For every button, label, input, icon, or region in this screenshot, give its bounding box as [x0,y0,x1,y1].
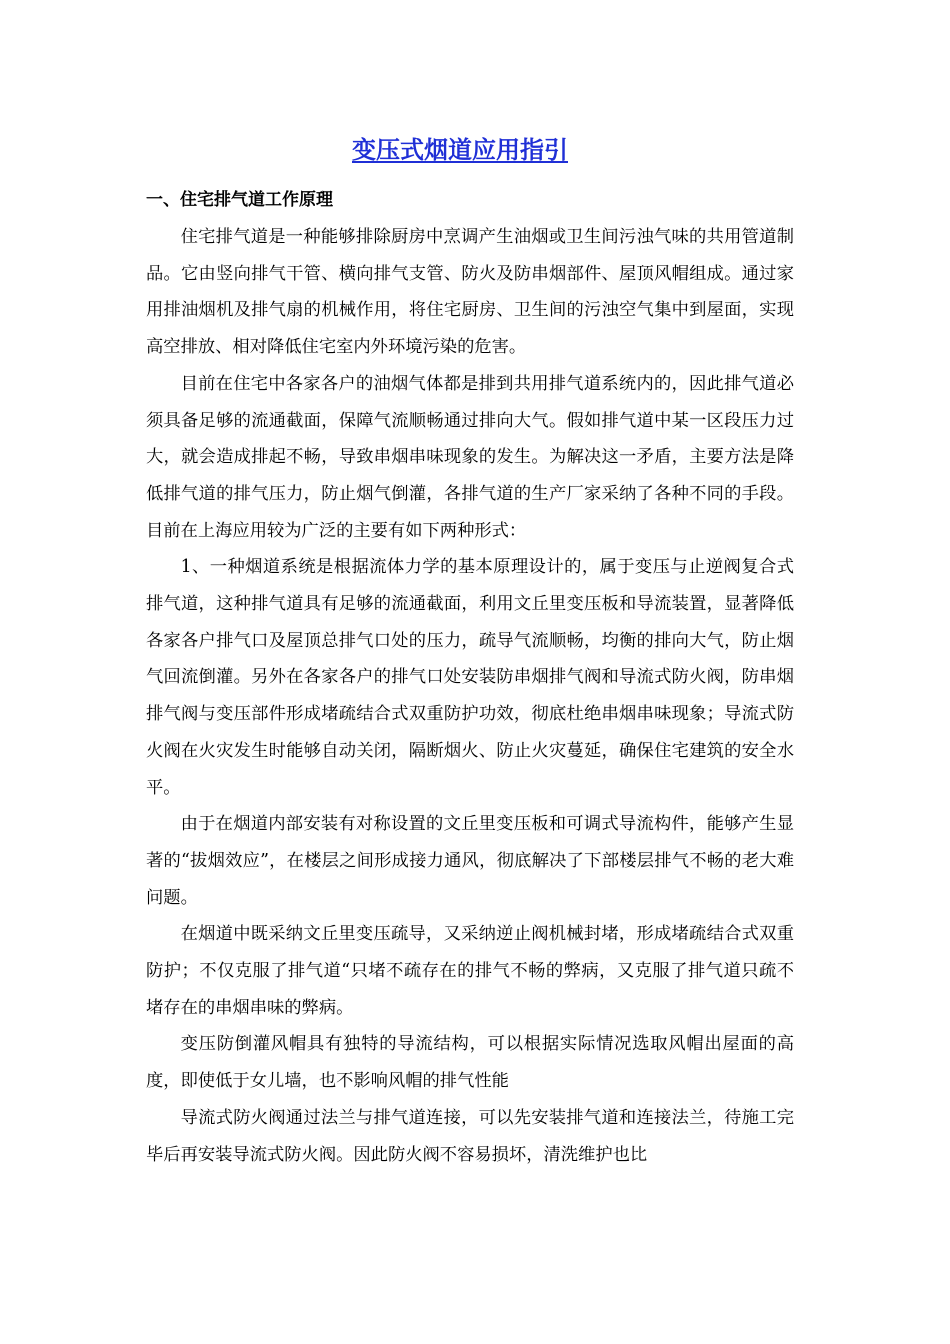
paragraph-shared-exhaust: 目前在住宅中各家各户的油烟气体都是排到共用排气道系统内的，因此排气道必须具备足够的流通截面，保障气流顺畅通过排向大气。假如排气道中某一区段压力过大，就会造成排起不畅，导致串烟串味现象的发生。为解决这一矛盾，主要方法是降低排气道的排气压力，防止烟气倒灌，各排气道的生产厂家采纳了各种不同的手段。目前在上海应用较为广泛的主要有如下两种形式： [146,373,794,541]
document-body [146,219,794,1173]
paragraph-dual-protection: 在烟道中既采纳文丘里变压疏导，又采纳逆止阀机械封堵，形成堵疏结合式双重防护；不仅克服了排气道“只堵不疏存在的排气不畅的弊病，又克服了排气道只疏不堵存在的串烟串味的弊病。 [146,924,794,1018]
document-title: 变压式烟道应用指引 [352,136,568,164]
paragraph-principle: 住宅排气道是一种能够排除厨房中烹调产生油烟或卫生间污浊气味的共用管道制品。它由竖向排气干管、横向排气支管、防火及防串烟部件、屋顶风帽组成。通过家用排油烟机及排气扇的机械作用，将住宅厨房、卫生间的污浊空气集中到屋面，实现高空排放、相对降低住宅室内外环境污染的危害。 [146,227,794,358]
section-heading: 一、住宅排气道工作原理 [146,190,333,210]
paragraph-system-one: 1、一种烟道系统是根据流体力学的基本原理设计的，属于变压与止逆阀复合式排气道，这种排气道具有足够的流通截面，利用文丘里变压板和导流装置，显著降低各家各户排气口及屋顶总排气口处的压力，疏导气流顺畅，均衡的排向大气，防止烟气回流倒灌。另外在各家各户的排气口处安装防串烟排气阀和导流式防火阀，防串烟排气阀与变压部件形成堵疏结合式双重防护功效，彻底杜绝串烟串味现象；导流式防火阀在火灾发生时能够自动关闭，隔断烟火、防止火灾蔓延，确保住宅建筑的安全水平。 [146,557,794,798]
paragraph-fire-damper: 导流式防火阀通过法兰与排气道连接，可以先安装排气道和连接法兰，待施工完毕后再安装导流式防火阀。因此防火阀不容易损坏，清洗维护也比 [146,1107,794,1165]
paragraph-chimney-effect: 由于在烟道内部安装有对称设置的文丘里变压板和可调式导流构件，能够产生显著的“拔烟效应”，在楼层之间形成接力通风，彻底解决了下部楼层排气不畅的老大难问题。 [146,814,794,908]
paragraph-roof-cap: 变压防倒灌风帽具有独特的导流结构，可以根据实际情况选取风帽出屋面的高度，即使低于女儿墙，也不影响风帽的排气性能 [146,1034,794,1092]
